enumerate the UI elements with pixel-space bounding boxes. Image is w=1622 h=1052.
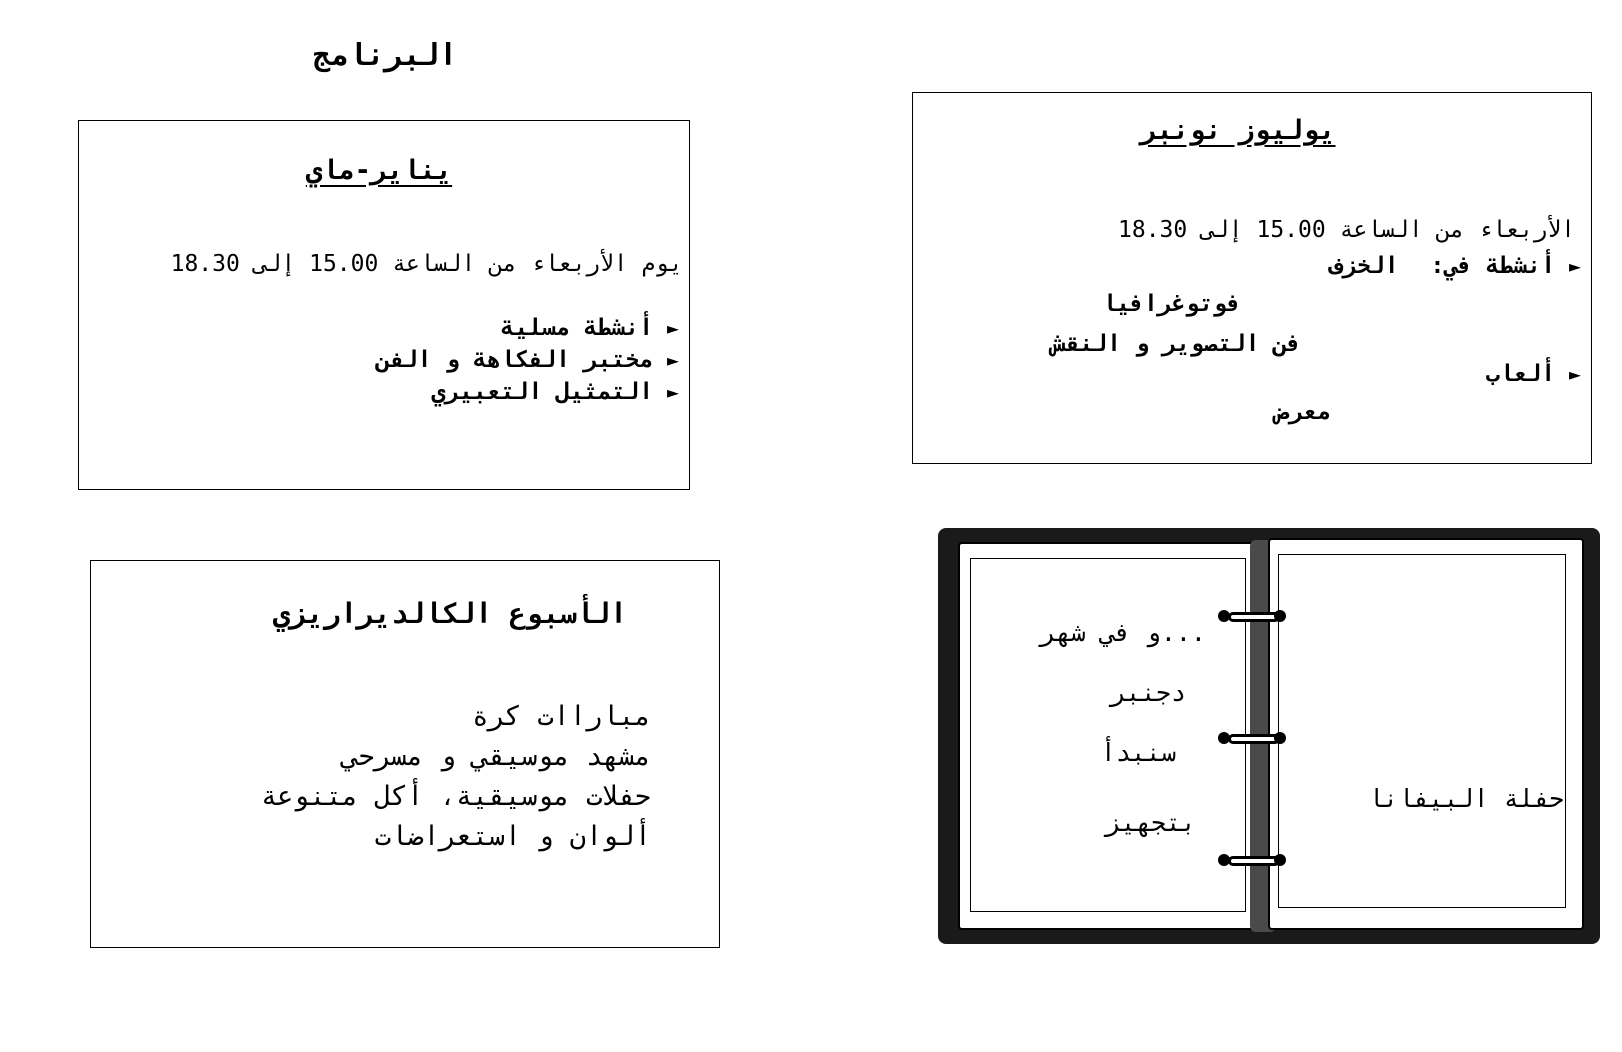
- box-title-jan-may: يناير-ماي: [305, 155, 453, 186]
- agenda-line: سنبدأ: [1100, 738, 1176, 767]
- games-label: ألعاب: [1485, 361, 1556, 387]
- agenda-line: دجنبر: [1110, 678, 1186, 707]
- box-jan-may: [78, 120, 690, 490]
- schedule-text: الأربعاء من الساعة 15.00 إلى 18.30: [1118, 217, 1575, 243]
- activities-row: [1329, 253, 1581, 279]
- ring-icon: [1228, 734, 1280, 744]
- bullet-arrow: ►: [1568, 254, 1581, 278]
- activity-ceramics: الخزف: [1329, 253, 1399, 279]
- activity-photography: فوتوغرافيا: [1102, 291, 1241, 317]
- list-item-label: التمثيل التعبيري: [431, 379, 654, 405]
- text-line: حفلات موسيقية، أكل متنوعة: [260, 781, 651, 812]
- list-item-label: مختبر الفكاهة و الفن: [376, 347, 654, 373]
- page-title: البرنامج: [312, 38, 458, 73]
- text-line: مشهد موسيقي و مسرحي: [342, 741, 651, 772]
- agenda-right-page-inner: [1278, 554, 1566, 908]
- bullet-arrow: ►: [666, 316, 679, 340]
- list-item: [432, 379, 679, 405]
- bullet-arrow: ►: [1568, 362, 1581, 386]
- agenda-left-page: [958, 542, 1258, 930]
- agenda-line: بتجهيز: [1105, 808, 1196, 837]
- bullet-arrow: ►: [666, 380, 679, 404]
- box-title-week: الأسبوع الكالديراريزي: [272, 597, 627, 630]
- agenda-right-text: حفلة البيفانا: [1368, 784, 1564, 813]
- box-week: [90, 560, 720, 948]
- ring-dot-icon: [1218, 732, 1230, 744]
- list-item-label: أنشطة مسلية: [500, 315, 654, 341]
- text-line: ألوان و استعراضات: [374, 821, 651, 852]
- activity-painting: فن التصوير و النقش: [1051, 331, 1301, 357]
- ring-dot-icon: [1218, 854, 1230, 866]
- ring-dot-icon: [1274, 854, 1286, 866]
- bullet-arrow: ►: [666, 348, 679, 372]
- agenda-left-page-inner: [970, 558, 1246, 912]
- ring-dot-icon: [1274, 610, 1286, 622]
- ring-dot-icon: [1274, 732, 1286, 744]
- agenda-line: ...و في شهر: [1040, 618, 1206, 647]
- schedule-text: يوم الأربعاء من الساعة 15.00 إلى 18.30: [170, 251, 683, 277]
- list-item: [501, 315, 679, 341]
- text-line: مباراات كرة: [472, 701, 651, 732]
- games-row: [1486, 361, 1581, 387]
- agenda-illustration: [938, 528, 1600, 944]
- list-item: [376, 347, 679, 373]
- box-jul-nov: [912, 92, 1592, 464]
- ring-dot-icon: [1218, 610, 1230, 622]
- activities-label: أنشطة في:: [1430, 253, 1556, 279]
- ring-icon: [1228, 856, 1280, 866]
- exhibition-label: معرض: [1275, 399, 1331, 425]
- agenda-right-page: [1268, 538, 1584, 930]
- box-title-jul-nov: يوليوز نونبر: [1140, 115, 1336, 146]
- ring-icon: [1228, 612, 1280, 622]
